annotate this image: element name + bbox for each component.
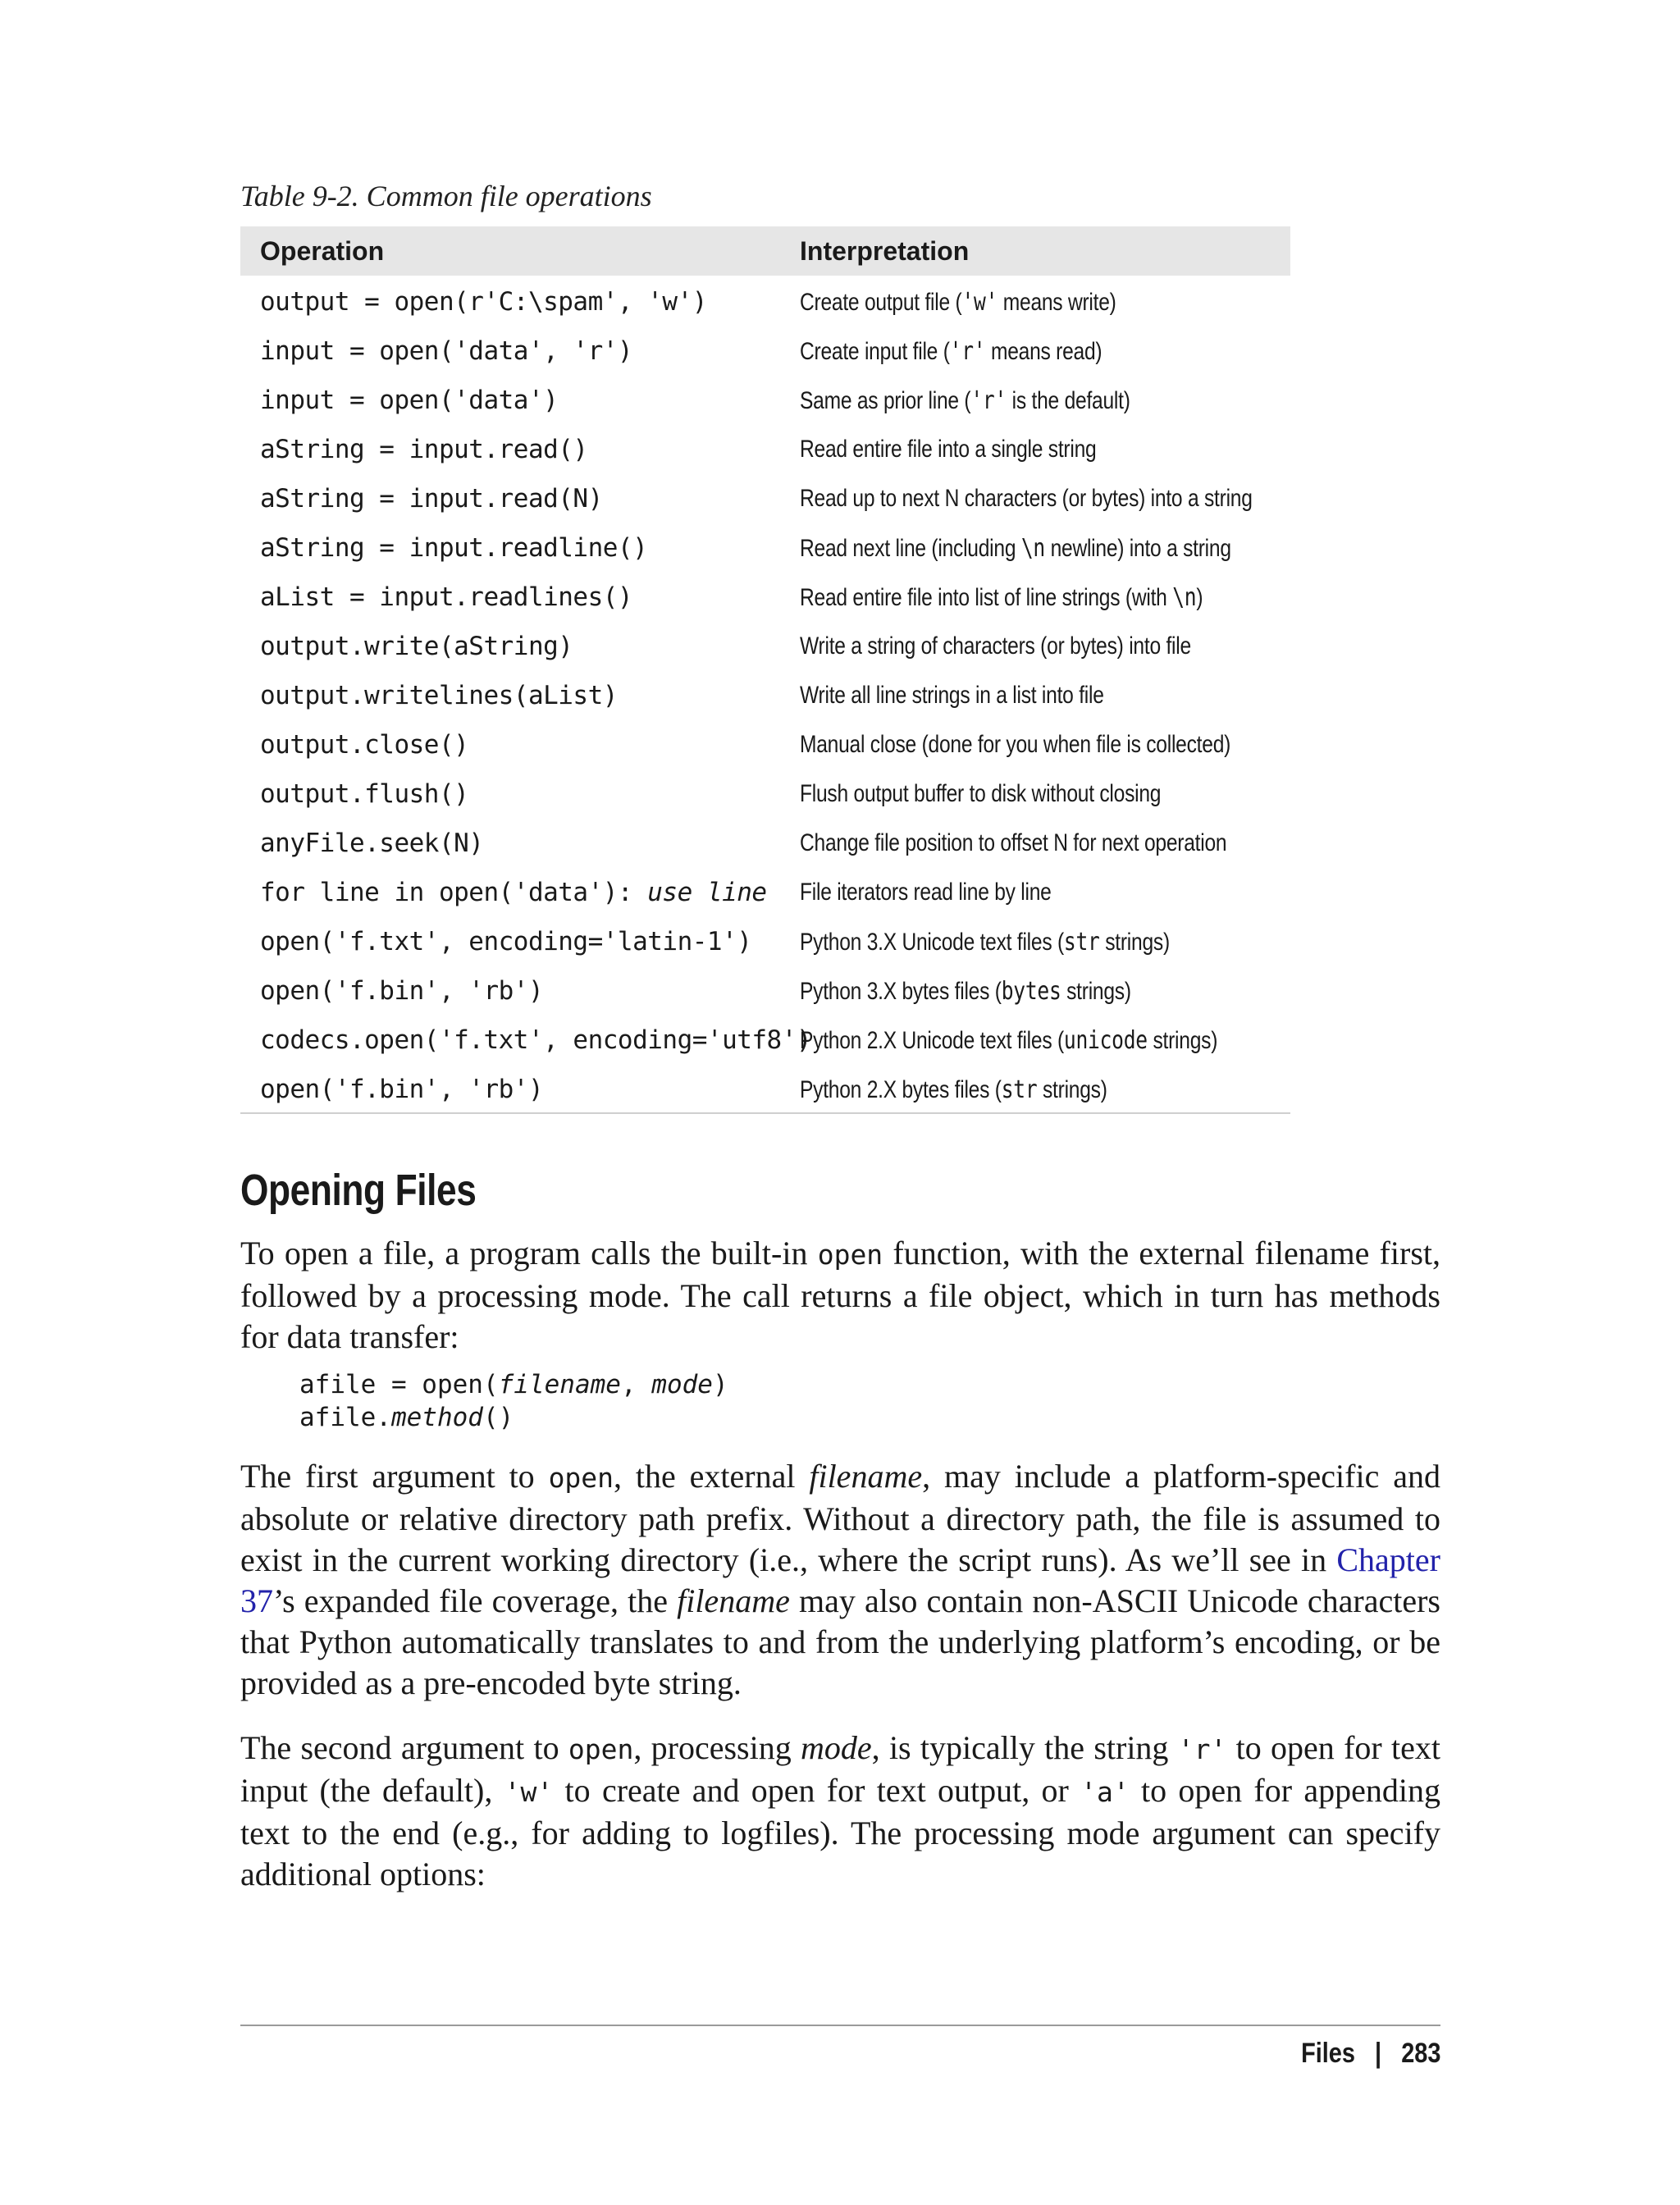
table-row [240,276,1290,325]
interpretation-text: Manual close (done for you when file is collected) [800,731,1231,758]
interpretation-cell [800,534,1231,563]
operation-cell [260,730,468,760]
interpretation-cell [800,977,1131,1006]
code-text: afile. [299,1403,391,1432]
operation-code: codecs.open('f.txt', encoding='utf8') [260,1025,812,1055]
table-row [240,522,1290,571]
footer-rule [240,2025,1440,2026]
italic-text: mode [801,1729,872,1766]
operation-cell [260,1025,811,1055]
text: , may include a platform-specific and absolute or relative directory path prefix. Without a directory path, the file is assumed to exist in the current working directory (i.e., where the script runs). As we’ll see in [240,1458,1440,1578]
text: ’s expanded file coverage, the [273,1582,678,1619]
inline-code: 'a' [1080,1776,1130,1808]
interpretation-text: Create input file ( [800,338,950,365]
interpretation-text: Python 3.X Unicode text files ( [800,929,1064,956]
operation-code: anyFile.seek(N) [260,829,484,858]
page-number: 283 [1400,2038,1440,2069]
interpretation-code: 'r' [949,337,986,366]
interpretation-text: Write all line strings in a list into file [800,682,1104,709]
interpretation-cell [800,386,1130,415]
interpretation-text: Read entire file into a single string [800,436,1097,463]
operation-cell [260,484,603,514]
text: , is typically the string [871,1729,1178,1766]
text: , processing [633,1729,801,1766]
operation-cell [260,1075,543,1104]
interpretation-cell [800,731,1230,759]
operation-cell [260,582,632,612]
interpretation-cell [800,436,1096,463]
operation-code: aString = input.read(N) [260,484,603,514]
interpretation-code: \n [1172,583,1197,612]
interpretation-cell [800,1075,1107,1104]
interpretation-text: Flush output buffer to disk without closing [800,780,1162,807]
operation-cell [260,336,632,366]
interpretation-code: 'w' [961,288,998,317]
interpretation-cell [800,780,1161,808]
operation-cell [260,287,707,317]
text: The first argument to [240,1458,549,1495]
code-text: , [620,1370,652,1399]
footer-section-name: Files [1300,2038,1355,2069]
inline-code: open [817,1239,883,1271]
interpretation-code: str [1001,1075,1038,1104]
interpretation-code: \n [1020,534,1045,563]
interpretation-cell [800,682,1104,710]
interpretation-code: bytes [1001,977,1061,1006]
operation-cell [260,632,573,661]
interpretation-text: strings) [1037,1076,1107,1103]
table-row [240,866,1290,915]
operation-cell [260,927,751,956]
interpretation-code: str [1063,928,1100,956]
inline-code: open [548,1462,614,1494]
table-row [240,472,1290,522]
inline-code: 'w' [504,1776,554,1808]
table-row [240,374,1290,423]
interpretation-text: Python 3.X bytes files ( [800,978,1002,1005]
interpretation-cell [800,337,1102,366]
text: , the external [614,1458,810,1495]
interpretation-text: strings) [1099,929,1170,956]
header-interpretation: Interpretation [800,235,970,266]
table-row [240,768,1290,817]
table-row [240,620,1290,669]
interpretation-text: Change file position to offset N for next operation [800,829,1227,856]
interpretation-text: ) [1196,584,1203,611]
interpretation-text: newline) into a string [1044,535,1231,562]
interpretation-text: strings) [1061,978,1131,1005]
operation-cell [260,533,647,563]
interpretation-code: 'r' [970,386,1007,415]
table-row [240,423,1290,472]
operation-code: input = open('data', 'r') [260,336,633,366]
code-text: () [482,1403,514,1432]
text: The second argument to [240,1729,568,1766]
italic-text: filename [677,1582,790,1619]
text: To open a file, a program calls the built-in [240,1235,818,1271]
header-operation: Operation [260,235,385,266]
interpretation-cell [800,829,1226,857]
table-row [240,719,1290,768]
inline-code: 'r' [1177,1733,1227,1765]
table-row [240,915,1290,965]
text: function, with the external filename first, followed by a processing mode. The call returns a file object, which in turn has methods for data transfer: [240,1235,1440,1355]
operation-cell [260,976,543,1006]
interpretation-cell [800,632,1191,660]
operation-code: open('f.bin', 'rb') [260,976,544,1006]
interpretation-text: Same as prior line ( [800,387,971,414]
code-italic: filename [498,1370,621,1399]
chapter-link[interactable]: Chapter 37 [240,1541,1440,1619]
operation-placeholder: use line [632,878,767,907]
section-heading: Opening Files [240,1166,477,1215]
table-row [240,1014,1290,1063]
interpretation-cell [800,1026,1217,1055]
operation-code: for line in open('data'): [260,878,633,907]
code-text: ) [712,1370,728,1399]
interpretation-text: Python 2.X Unicode text files ( [800,1027,1064,1054]
interpretation-text: Python 2.X bytes files ( [800,1076,1002,1103]
table-row [240,817,1290,866]
paragraph-mode [240,1728,1440,1895]
inline-code: open [568,1733,634,1765]
operation-code: open('f.txt', encoding='latin-1') [260,927,752,956]
table-row [240,965,1290,1014]
paragraph-filename [240,1456,1440,1704]
footer-separator: | [1374,2038,1381,2069]
interpretation-text: Read entire file into list of line strings (with [800,584,1173,611]
operation-cell [260,829,483,858]
operation-code: output.writelines(aList) [260,681,618,710]
interpretation-cell [800,928,1170,956]
interpretation-cell [800,583,1203,612]
table-caption: Table 9-2. Common file operations [240,180,652,212]
code-block [299,1368,728,1434]
table-row [240,571,1290,620]
operation-code: input = open('data') [260,386,559,415]
interpretation-text: Create output file ( [800,289,962,316]
operation-cell [260,681,618,710]
interpretation-code: unicode [1063,1026,1148,1055]
interpretation-cell [800,485,1253,513]
interpretation-cell [800,879,1052,906]
operation-code: aList = input.readlines() [260,582,633,612]
interpretation-text: is the default) [1007,387,1130,414]
page-footer [1301,2038,1440,2070]
interpretation-text: Write a string of characters (or bytes) into file [800,632,1191,660]
operation-cell [260,878,767,907]
operation-code: aString = input.readline() [260,533,648,563]
interpretation-text: File iterators read line by line [800,879,1052,906]
table-row [240,669,1290,719]
interpretation-text: means read) [985,338,1102,365]
interpretation-text: Read next line (including [800,535,1021,562]
operation-code: output = open(r'C:\spam', 'w') [260,287,707,317]
table-header [240,226,1290,276]
table-row [240,325,1290,374]
code-text: afile = open( [299,1370,499,1399]
operation-code: output.write(aString) [260,632,573,661]
operation-code: aString = input.read() [260,435,588,464]
table-row [240,1063,1290,1112]
operation-code: output.close() [260,730,469,760]
code-italic: method [390,1403,483,1432]
operation-code: output.flush() [260,779,469,809]
table-body [240,276,1290,1114]
code-italic: mode [651,1370,713,1399]
file-operations-table [240,226,1290,1114]
text: to open for text input (the default), [240,1729,1440,1809]
operation-code: open('f.bin', 'rb') [260,1075,544,1104]
operation-cell [260,435,588,464]
italic-text: filename [809,1458,923,1495]
interpretation-text: Read up to next N characters (or bytes) into a string [800,485,1253,512]
operation-cell [260,779,468,809]
text: to open for appending text to the end (e.g., for adding to logfiles). The processing mode argument can specify additional options: [240,1772,1440,1892]
interpretation-cell [800,288,1116,317]
interpretation-text: means write) [998,289,1116,316]
text: may also contain non-ASCII Unicode characters that Python automatically translates to and from the underlying platform’s encoding, or be provided as a pre-encoded byte string. [240,1582,1441,1701]
paragraph-intro [240,1233,1440,1358]
operation-cell [260,386,558,415]
text: to create and open for text output, or [553,1772,1081,1809]
interpretation-text: strings) [1147,1027,1218,1054]
